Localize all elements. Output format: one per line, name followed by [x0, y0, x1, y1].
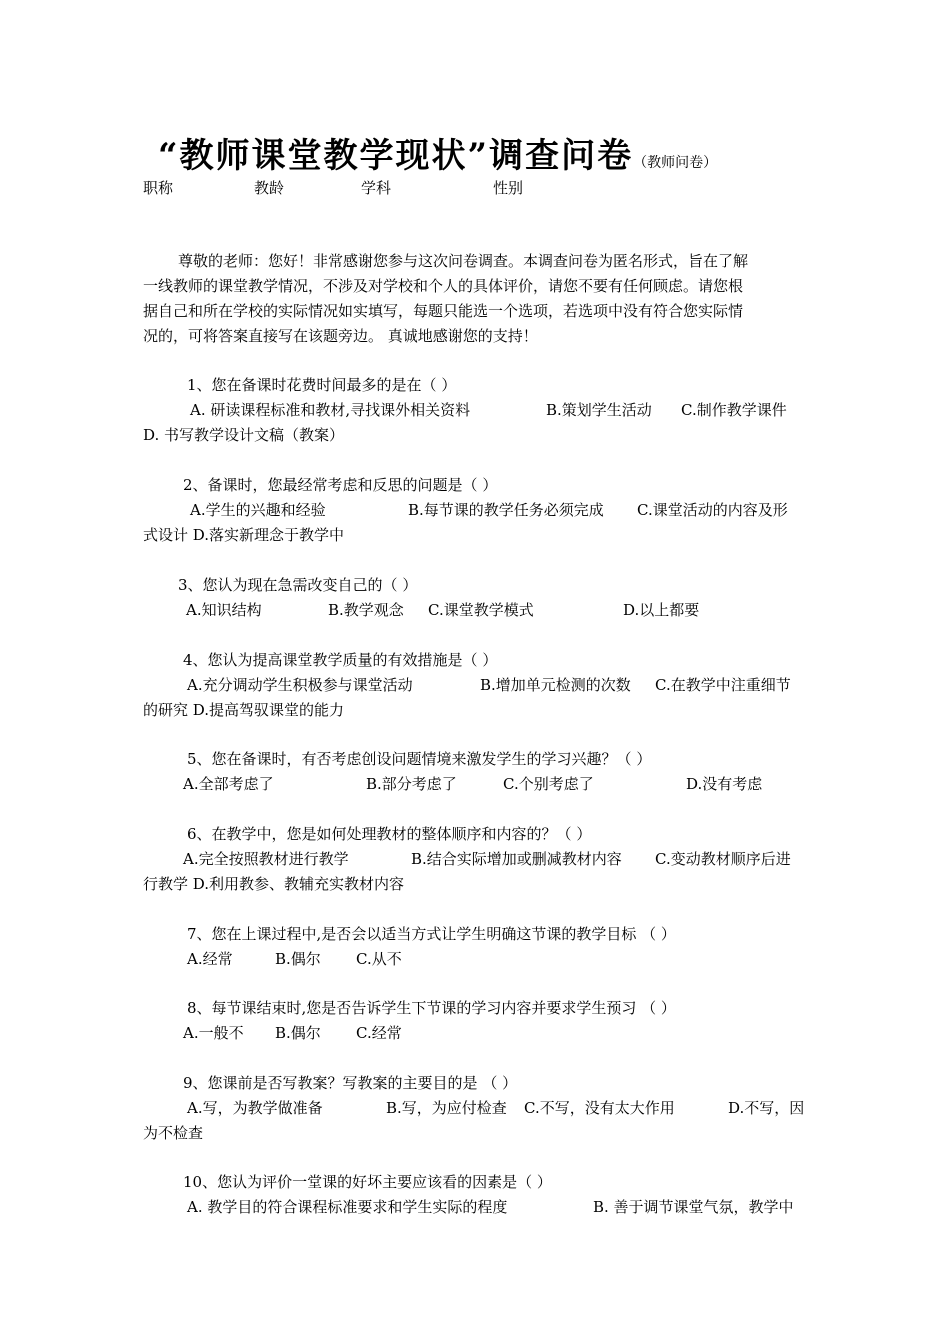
q9-option-a: A.写，为教学做准备	[187, 1099, 323, 1117]
q3-option-c: C.课堂教学模式	[428, 601, 534, 619]
q2-option-a: A.学生的兴趣和经验	[190, 501, 326, 519]
q3-option-b: B.教学观念	[328, 601, 404, 619]
q7-option-b: B.偶尔	[275, 950, 321, 968]
q9-option-b: B.写，为应付检查	[386, 1099, 507, 1117]
q3-option-d: D.以上都要	[623, 601, 700, 619]
question-1: 1、您在备课时花费时间最多的是在（ ）	[187, 376, 457, 394]
field-title: 职称	[143, 179, 174, 197]
q5-option-c: C.个别考虑了	[503, 775, 594, 793]
title-row	[158, 128, 717, 177]
intro-line-4: 况的，可将答案直接写在该题旁边。 真诚地感谢您的支持！	[143, 327, 538, 345]
q7-option-c: C.从不	[356, 950, 402, 968]
q5-option-d: D.没有考虑	[686, 775, 763, 793]
q4-option-c: C.在教学中注重细节	[655, 676, 791, 694]
page-subtitle: （教师问卷）	[633, 155, 718, 171]
q5-option-b: B.部分考虑了	[366, 775, 457, 793]
q4-option-a: A.充分调动学生积极参与课堂活动	[187, 676, 413, 694]
q9-option-c: C.不写，没有太大作用	[524, 1099, 675, 1117]
question-2: 2、备课时，您最经常考虑和反思的问题是（ ）	[183, 476, 498, 494]
q1-option-a: A. 研读课程标准和教材,寻找课外相关资料	[190, 401, 471, 419]
question-7: 7、您在上课过程中,是否会以适当方式让学生明确这节课的教学目标 （ ）	[187, 925, 676, 943]
question-4: 4、您认为提高课堂教学质量的有效措施是（ ）	[183, 651, 498, 669]
question-6: 6、在教学中，您是如何处理教材的整体顺序和内容的？（ ）	[187, 825, 592, 843]
q1-option-b: B.策划学生活动	[546, 401, 652, 419]
q10-option-a: A. 教学目的符合课程标准要求和学生实际的程度	[187, 1198, 508, 1216]
question-9: 9、您课前是否写教案？写教案的主要目的是 （ ）	[183, 1074, 518, 1092]
q6-option-c: C.变动教材顺序后进	[655, 850, 791, 868]
q10-option-b: B. 善于调节课堂气氛，教学中	[593, 1198, 794, 1216]
q2-option-c: C.课堂活动的内容及形	[637, 501, 788, 519]
field-subject: 学科	[361, 179, 392, 197]
q5-option-a: A.全部考虑了	[183, 775, 274, 793]
page-title: “教师课堂教学现状”调查问卷	[158, 136, 634, 176]
q7-option-a: A.经常	[187, 950, 233, 968]
q8-option-c: C.经常	[356, 1024, 402, 1042]
field-years: 教龄	[254, 179, 285, 197]
q2-option-b: B.每节课的教学任务必须完成	[408, 501, 604, 519]
intro-line-1: 尊敬的老师：您好！非常感谢您参与这次问卷调查。本调查问卷为匿名形式，旨在了解	[178, 252, 749, 270]
field-gender: 性别	[493, 179, 524, 197]
q4-continuation: 的研究 D.提高驾驭课堂的能力	[143, 701, 345, 719]
q4-option-b: B.增加单元检测的次数	[480, 676, 631, 694]
q6-continuation: 行教学 D.利用教参、教辅充实教材内容	[143, 875, 405, 893]
question-5: 5、您在备课时，有否考虑创设问题情境来激发学生的学习兴趣？（ ）	[187, 750, 652, 768]
q6-option-a: A.完全按照教材进行教学	[183, 850, 349, 868]
q6-option-b: B.结合实际增加或删减教材内容	[411, 850, 622, 868]
q8-option-a: A.一般不	[183, 1024, 244, 1042]
q9-option-d: D.不写，因	[728, 1099, 805, 1117]
intro-line-2: 一线教师的课堂教学情况，不涉及对学校和个人的具体评价，请您不要有任何顾虑。请您根	[143, 277, 744, 295]
question-8: 8、每节课结束时,您是否告诉学生下节课的学习内容并要求学生预习 （ ）	[187, 999, 676, 1017]
intro-line-3: 据自己和所在学校的实际情况如实填写，每题只能选一个选项，若选项中没有符合您实际情	[143, 302, 744, 320]
q2-continuation: 式设计 D.落实新理念于教学中	[143, 526, 345, 544]
question-10: 10、您认为评价一堂课的好坏主要应该看的因素是（ ）	[183, 1173, 552, 1191]
q3-option-a: A.知识结构	[186, 601, 262, 619]
q1-option-d: D. 书写教学设计文稿（教案）	[143, 426, 345, 444]
q1-option-c: C.制作教学课件	[681, 401, 787, 419]
question-3: 3、您认为现在急需改变自己的（ ）	[178, 576, 418, 594]
q9-continuation: 为不检查	[143, 1124, 204, 1142]
q8-option-b: B.偶尔	[275, 1024, 321, 1042]
